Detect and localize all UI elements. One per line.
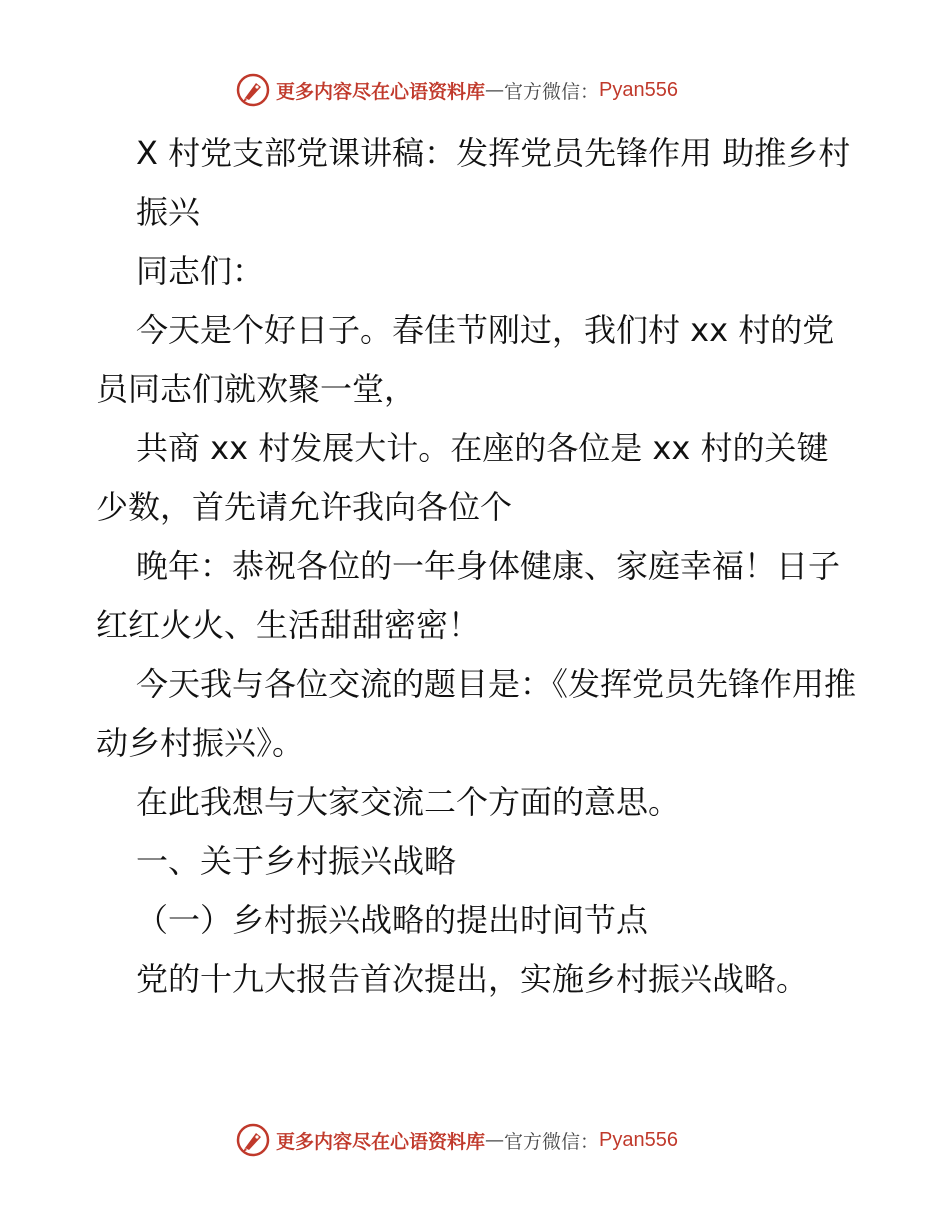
salutation: 同志们： (136, 252, 265, 290)
banner-wechat-label: 官方微信： (504, 80, 600, 103)
subsection-heading: （一）乡村振兴战略的提出时间节点 (136, 901, 649, 939)
banner-brand-text: 更多内容尽在心语资料库 (276, 1130, 486, 1153)
document-title-line: X 村党支部党课讲稿：发挥党员先锋作用 助推乡村 (136, 134, 851, 172)
header-watermark-banner (236, 72, 678, 108)
banner-wechat-label: 官方微信： (504, 1130, 600, 1153)
banner-wechat-id: Pyan556 (599, 1128, 678, 1151)
body-paragraph: 晚年：恭祝各位的一年身体健康、家庭幸福！日子红红火火、生活甜甜密密！ (96, 547, 841, 644)
banner-separator: — (485, 1129, 505, 1151)
document-title-continuation: 振兴 (136, 193, 201, 231)
body-paragraph: 共商 xx 村发展大计。在座的各位是 xx 村的关键少数，首先请允许我向各位个 (96, 429, 829, 526)
body-paragraph: 今天是个好日子。春佳节刚过，我们村 xx 村的党员同志们就欢聚一堂， (96, 311, 835, 408)
document-body (96, 124, 856, 1009)
body-paragraph: 党的十九大报告首次提出，实施乡村振兴战略。 (136, 960, 809, 998)
banner-wechat-id: Pyan556 (599, 78, 678, 101)
body-paragraph: 在此我想与大家交流二个方面的意思。 (136, 783, 681, 821)
pen-nib-logo-icon (236, 1123, 270, 1157)
body-paragraph: 今天我与各位交流的题目是：《发挥党员先锋作用推动乡村振兴》。 (96, 665, 857, 762)
section-heading: 一、关于乡村振兴战略 (136, 842, 457, 880)
footer-watermark-banner (236, 1122, 678, 1158)
banner-brand-text: 更多内容尽在心语资料库 (276, 80, 486, 103)
pen-nib-logo-icon (236, 73, 270, 107)
banner-separator: — (485, 79, 505, 101)
